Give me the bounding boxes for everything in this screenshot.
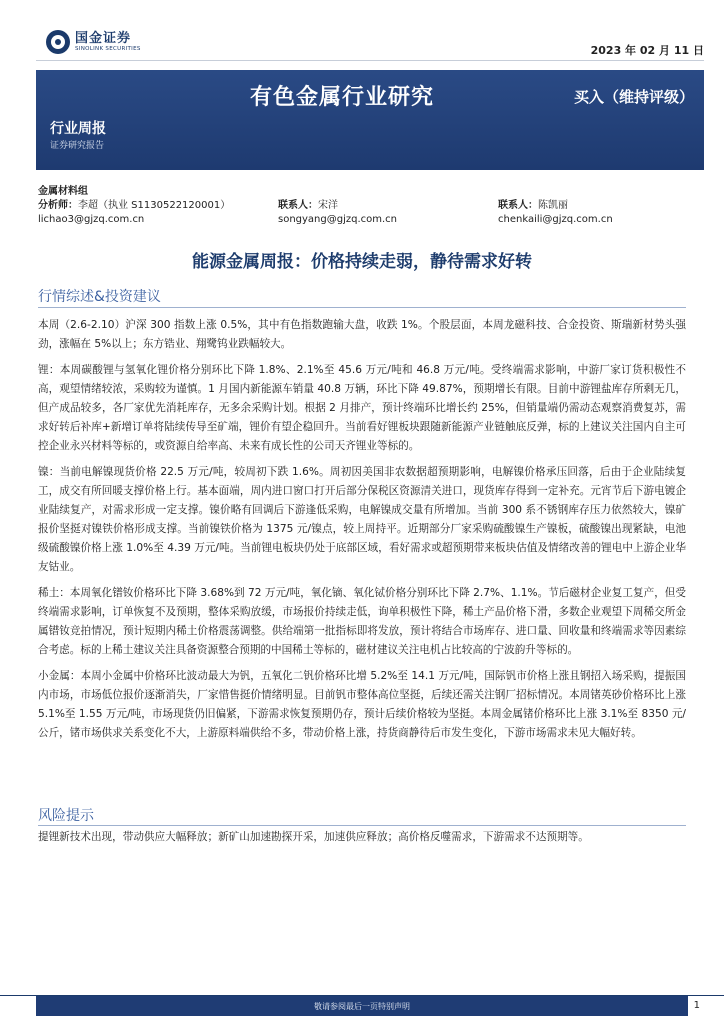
analyst-1-label: 分析师： [38, 200, 78, 211]
section-title-risk: 风险提示 [38, 808, 94, 824]
paragraph-minor-metals: 小金属：本周小金属中价格环比波动最大为钒，五氧化二钒价格环比增 5.2%至 14.1 万元/吨，国际钒市价格上涨且钢招入场采购，提振国内市场，市场低位报价逐渐消失，厂家惜售挺价情绪明显。目前钒市整体高位坚挺，后续还需关注钢厂招标情况。本周锗英砂价格环比上涨 5.1%至 1.55 万元/吨，市场现货仍旧偏紧，下游需求恢复预期仍存，预计后续价格较为坚挺。本周金属锗价格环比上涨 3.1%至 8350 元/公斤，锗市场供求关系变化不大，上游原料端供给不多，带动价格上涨，持货商静待后市发生变化，下游市场需求未见大幅好转。 [38, 670, 686, 739]
section-title-market: 行情综述&投资建议 [38, 289, 161, 305]
team-name: 金属材料组 [38, 186, 88, 197]
header-divider [36, 60, 704, 61]
analyst-3-name: 陈凯丽 [538, 200, 568, 211]
logo-en-text: SINOLINK SECURITIES [75, 45, 141, 52]
risk-body [38, 828, 686, 847]
logo-cn-text: 国金证券 [75, 30, 132, 46]
analyst-3 [478, 199, 698, 213]
report-subtitle: 证券研究报告 [50, 141, 105, 151]
rating-label: 买入（维持评级） [573, 88, 694, 106]
page-number: 1 [693, 1000, 700, 1011]
report-headline: 能源金属周报：价格持续走弱，静待需求好转 [192, 252, 532, 272]
paragraph-nickel: 镍：当前电解镍现货价格 22.5 万元/吨，较周初下跌 1.6%。周初因美国非农数据超预期影响，电解镍价格承压回落，后由于企业陆续复工，成交有所回暖支撑价格上行。基本面端，周内进口窗口打开后部分保税区资源清关进口，现货库存得到一定补充。元宵节后下游电镀企业陆续复产，对需求形成一定支撑。镍价略有回调后下游逢低采购，电解镍成交量有所增加。当前 300 系不锈钢库存压力依然较大，镍矿报价坚挺对镍铁价格形成支撑。当前镍铁价格为 1375 元/镍点，较上周持平。近期部分厂家采购硫酸镍生产镍板，硫酸镍出现紧缺，电池级硫酸镍价格上涨 1.0%至 4.39 万元/吨。当前锂电板块仍处于底部区域，看好需求或超预期带来板块估值及情绪改善的锂电中上游企业华友钴业。 [38, 466, 686, 573]
report-main-title: 有色金属行业研究 [250, 85, 435, 110]
analyst-1-name: 李超（执业 S1130522120001） [78, 200, 231, 211]
market-summary-body [38, 316, 686, 743]
section-divider-market [38, 307, 686, 308]
company-logo [46, 30, 141, 54]
report-type: 行业周报 [50, 121, 106, 137]
report-date: 2023 年 02 月 11 日 [590, 44, 704, 57]
analyst-2-label: 联系人： [278, 200, 318, 211]
email-row [38, 213, 698, 227]
analyst-block [38, 185, 698, 227]
analyst-1 [38, 199, 238, 213]
analyst-3-label: 联系人： [498, 200, 538, 211]
analyst-3-email[interactable]: chenkaili@gjzq.com.cn [498, 214, 613, 225]
section-divider-risk [38, 825, 686, 826]
report-header [0, 0, 724, 168]
logo-icon [46, 30, 70, 54]
paragraph-rare-earth: 稀土：本周氧化镨钕价格环比下降 3.68%到 72 万元/吨，氧化镝、氧化铽价格分别环比下降 2.7%、1.1%。节后磁材企业复工复产，但受终端需求影响，订单恢复不及预期，整体采购放缓，市场报价持续走低，询单积极性下降，稀土产品价格下滑，多数企业观望下周稀交所金属镨钕竞拍情况，预计短期内稀土价格震荡调整。供给端第一批指标即将发放，预计将结合市场库存、进口量、回收量和终端需求等因素综合考虑。标的上稀土建议关注具备资源整合预期的中国稀土等标的，磁材建议关注电机占比较高的宁波韵升等标的。 [38, 587, 686, 656]
paragraph-lithium: 锂：本周碳酸锂与氢氧化锂价格分别环比下降 1.8%、2.1%至 45.6 万元/吨和 46.8 万元/吨。受终端需求影响，中游厂家订货积极性不高，观望情绪较浓，采购较为谨慎。1 月国内新能源车销量 40.8 万辆，环比下降 49.87%，预期增长有限。目前中游锂盐库存所剩无几，但产成品较多，各厂家优先消耗库存，无多余采购计划。根据 2 月排产，预计终端环比增长约 25%，但销量端仍需动态观察消费复苏，需求好转后补库+新增订单将陆续传导至矿端，锂价有望企稳回升。当前看好锂板块跟随新能源产业链触底反弹，标的上建议关注国内自主可控企业永兴材料等标的，或资源自给率高、未来有成长性的公司天齐锂业等标的。 [38, 364, 686, 452]
paragraph-risk: 提锂新技术出现，带动供应大幅释放；新矿山加速勘探开采，加速供应释放；高价格反噬需求，下游需求不达预期等。 [38, 831, 589, 843]
analyst-2-email[interactable]: songyang@gjzq.com.cn [278, 214, 398, 225]
analyst-1-email[interactable]: lichao3@gjzq.com.cn [38, 214, 145, 225]
analyst-2-name: 宋洋 [318, 200, 338, 211]
analyst-row [38, 199, 698, 213]
paragraph-market-overview: 本周（2.6-2.10）沪深 300 指数上涨 0.5%，其中有色指数跑输大盘，收跌 1%。个股层面，本周龙磁科技、合金投资、斯瑞新材势头强劲，涨幅在 5%以上；东方锆业、翔鹭钨业跌幅较大。 [38, 319, 686, 350]
analyst-2 [238, 199, 478, 213]
footer-disclaimer: 敬请参阅最后一页特别声明 [314, 1002, 410, 1011]
